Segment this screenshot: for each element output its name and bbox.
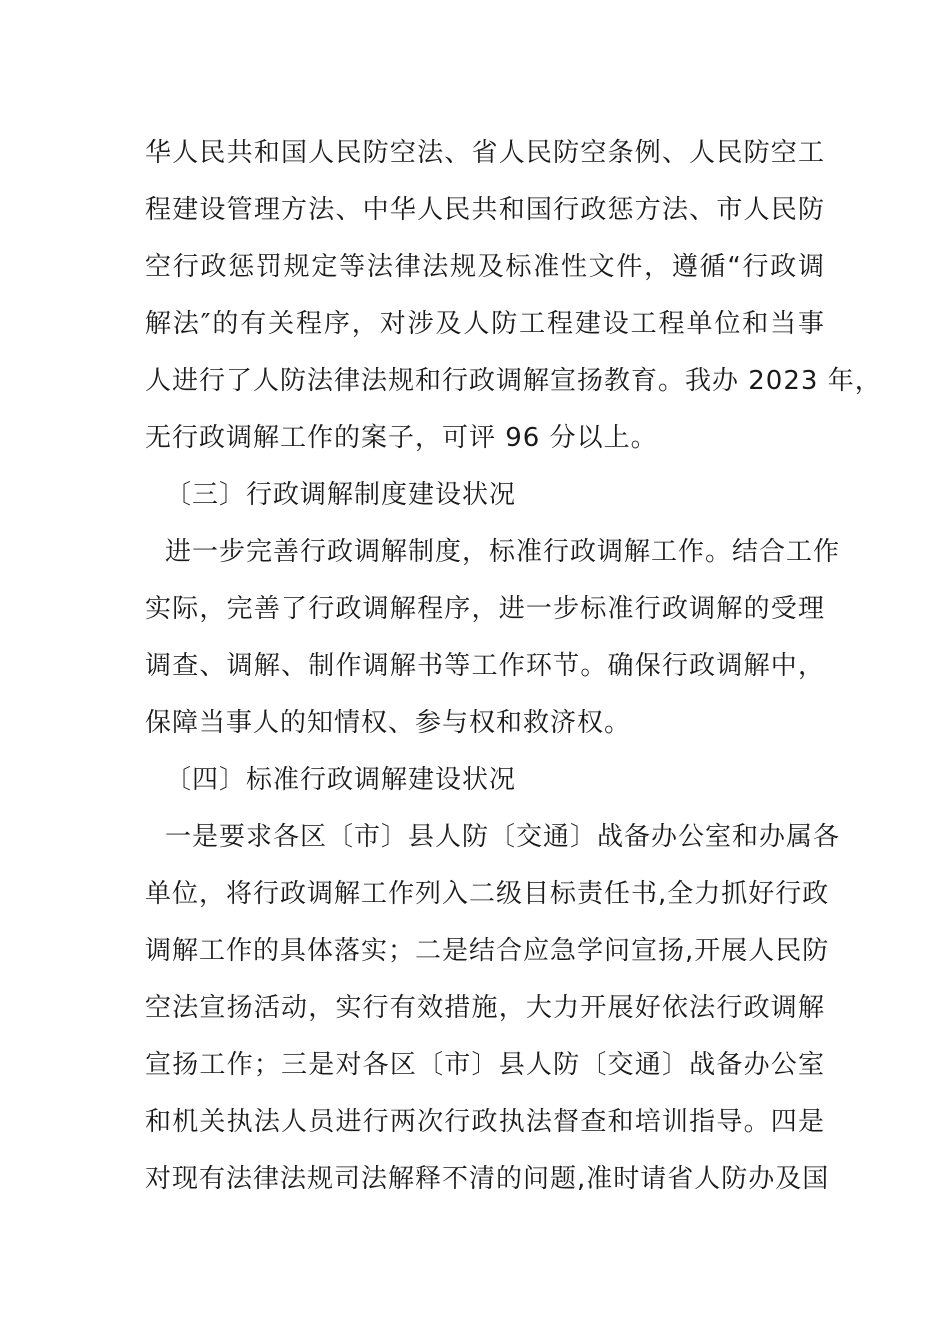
text-line: 无行政调解工作的案子，可评 96 分以上。 [145, 423, 658, 453]
text-line: 宣扬工作；三是对各区〔市〕县人防〔交通〕战备办公室 [145, 1050, 825, 1080]
text-line: 解法″的有关程序，对涉及人防工程建设工程单位和当事 [145, 309, 825, 339]
text-line: 对现有法律法规司法解释不清的问题,准时请省人防办及国 [145, 1164, 830, 1194]
section-heading: 〔四〕标准行政调解建设状况 [165, 765, 517, 795]
text-line: 程建设管理方法、中华人民共和国行政惩方法、市人民防 [145, 195, 825, 225]
text-line: 实际，完善了行政调解程序，进一步标准行政调解的受理 [145, 594, 825, 624]
text-line: 华人民共和国人民防空法、省人民防空条例、人民防空工 [145, 138, 825, 168]
text-line: 空行政惩罚规定等法律法规及标准性文件，遵循“行政调 [145, 252, 825, 282]
text-line: 调查、调解、制作调解书等工作环节。确保行政调解中， [145, 651, 825, 681]
text-line: 人进行了人防法律法规和行政调解宣扬教育。我办 2023 年， [145, 366, 882, 396]
text-line: 进一步完善行政调解制度，标准行政调解工作。结合工作 [165, 537, 841, 567]
section-heading: 〔三〕行政调解制度建设状况 [165, 480, 517, 510]
text-line: 空法宣扬活动，实行有效措施，大力开展好依法行政调解 [145, 993, 825, 1023]
text-line: 保障当事人的知情权、参与权和救济权。 [145, 708, 632, 738]
text-line: 调解工作的具体落实；二是结合应急学问宣扬,开展人民防 [145, 936, 830, 966]
text-line: 一是要求各区〔市〕县人防〔交通〕战备办公室和办属各 [165, 822, 841, 852]
text-line: 和机关执法人员进行两次行政执法督查和培训指导。四是 [145, 1107, 825, 1137]
text-line: 单位，将行政调解工作列入二级目标责任书,全力抓好行政 [145, 879, 830, 909]
